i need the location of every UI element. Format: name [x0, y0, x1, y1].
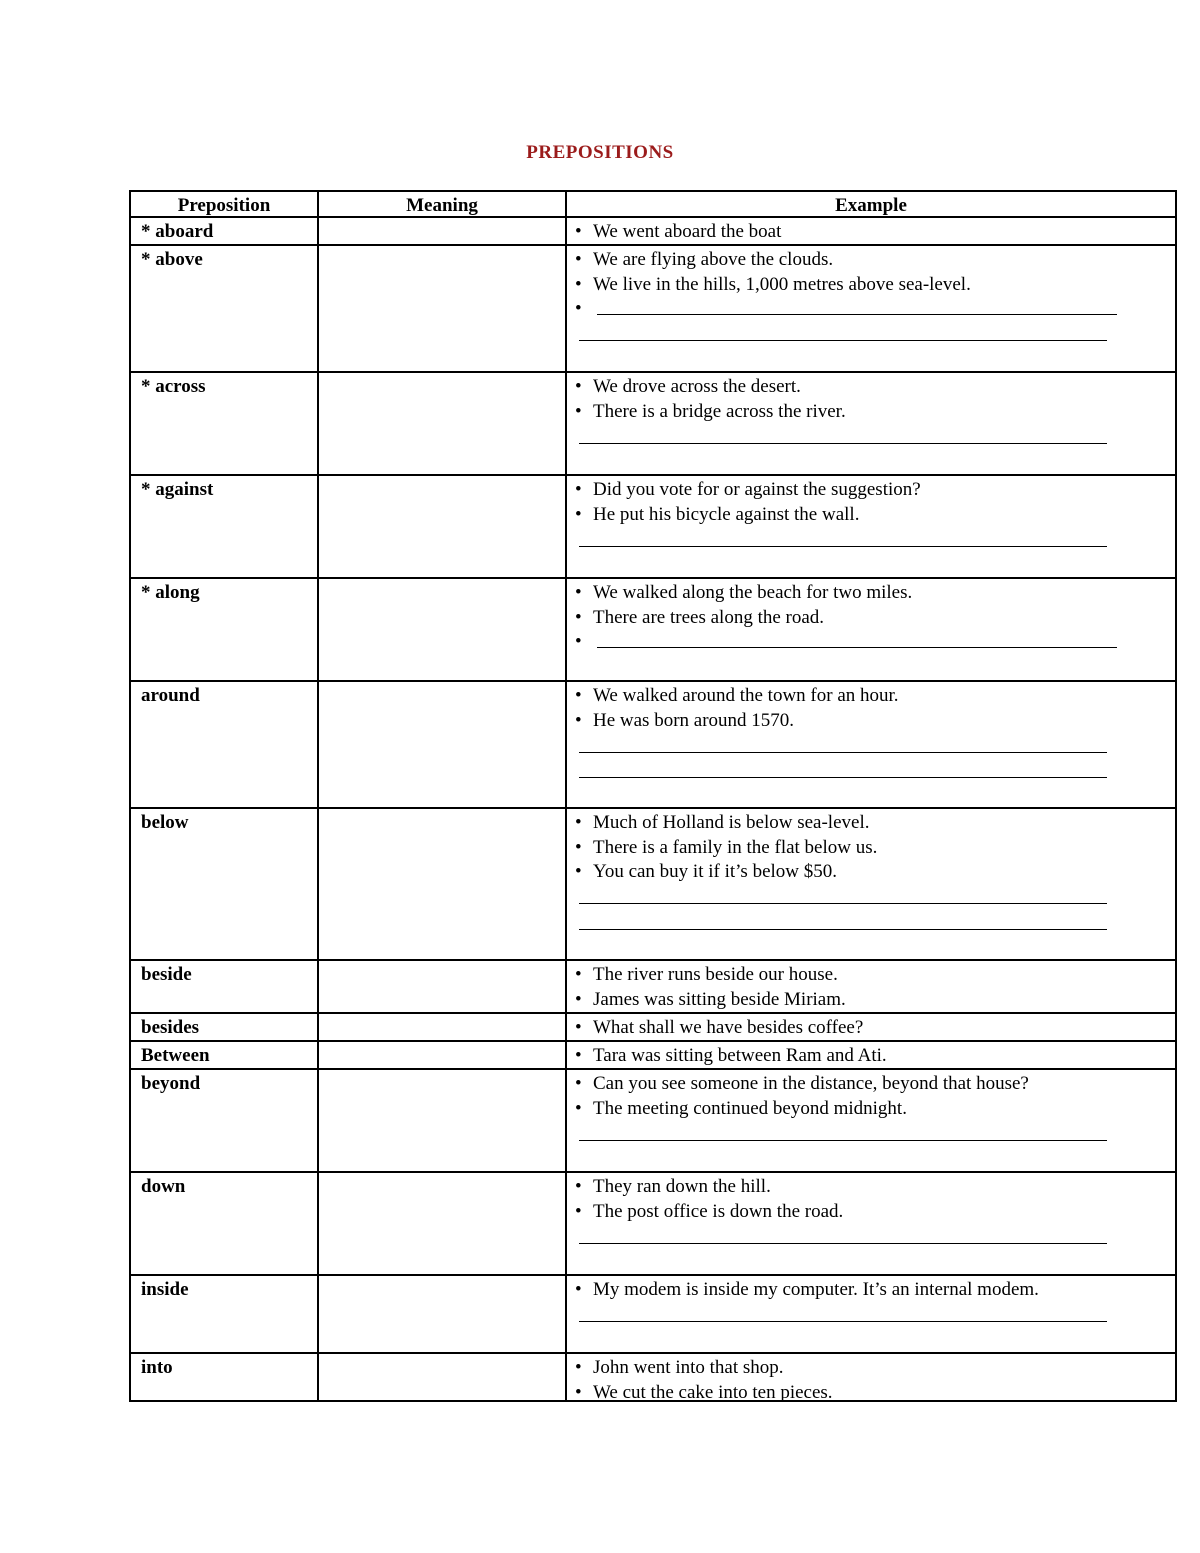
bullet-icon: •	[575, 298, 582, 319]
example-cell	[565, 373, 1177, 474]
bullet-icon: •	[575, 273, 582, 295]
bullet-icon: •	[575, 836, 582, 858]
blank-answer-line[interactable]	[575, 910, 1175, 936]
example-text: We are flying above the clouds.	[593, 249, 834, 270]
bullet-icon: •	[575, 582, 582, 603]
example-item	[575, 220, 1175, 245]
example-text: We walked around the town for an hour.	[593, 685, 899, 706]
bullet-icon: •	[575, 249, 582, 270]
example-item	[575, 606, 1175, 631]
bullet-icon: •	[575, 812, 582, 833]
table-row	[129, 216, 1177, 244]
example-text: We live in the hills, 1,000 metres above sea-level.	[593, 273, 971, 295]
meaning-cell[interactable]	[317, 1014, 565, 1040]
bullet-icon: •	[575, 376, 582, 397]
example-cell	[565, 1173, 1177, 1274]
example-item	[575, 836, 1175, 861]
example-text: My modem is inside my computer. It’s an internal modem.	[593, 1279, 1039, 1300]
blank-answer-line[interactable]	[575, 1303, 1175, 1329]
example-item	[575, 1072, 1175, 1097]
meaning-cell[interactable]	[317, 476, 565, 577]
example-text: There is a family in the flat below us.	[593, 836, 878, 858]
blank-answer-line[interactable]	[575, 424, 1175, 450]
example-item	[575, 400, 1175, 425]
table-row	[129, 474, 1177, 577]
example-item	[575, 248, 1175, 273]
example-text: We went aboard the boat	[593, 221, 782, 242]
preposition-cell: inside	[129, 1276, 317, 1352]
bullet-icon: •	[575, 1381, 582, 1403]
blank-rule	[579, 777, 1107, 778]
bullet-icon: •	[575, 400, 582, 422]
blank-rule	[579, 752, 1107, 753]
example-text: The meeting continued beyond midnight.	[593, 1097, 907, 1119]
blank-answer-line[interactable]	[575, 885, 1175, 911]
preposition-cell: below	[129, 809, 317, 959]
example-item	[575, 709, 1175, 734]
preposition-cell: beyond	[129, 1070, 317, 1171]
blank-answer-line[interactable]	[575, 322, 1175, 348]
table-row	[129, 680, 1177, 807]
example-item	[575, 1016, 1175, 1041]
example-item	[575, 1200, 1175, 1225]
meaning-cell[interactable]	[317, 961, 565, 1012]
preposition-cell: into	[129, 1354, 317, 1400]
bullet-icon: •	[575, 1200, 582, 1222]
bullet-icon: •	[575, 1279, 582, 1300]
bullet-icon: •	[575, 988, 582, 1010]
bullet-icon: •	[575, 1176, 582, 1197]
example-text: There is a bridge across the river.	[593, 400, 846, 422]
table-row	[129, 1171, 1177, 1274]
example-text: We walked along the beach for two miles.	[593, 582, 913, 603]
blank-rule	[579, 340, 1107, 341]
preposition-cell: beside	[129, 961, 317, 1012]
example-text: Much of Holland is below sea-level.	[593, 812, 870, 833]
blank-rule	[579, 1140, 1107, 1141]
example-cell	[565, 682, 1177, 807]
example-text: He was born around 1570.	[593, 709, 795, 731]
table-row	[129, 959, 1177, 1012]
example-text: We drove across the desert.	[593, 376, 801, 397]
example-text: The river runs beside our house.	[593, 964, 838, 985]
example-text: What shall we have besides coffee?	[593, 1017, 864, 1038]
example-text: The post office is down the road.	[593, 1200, 844, 1222]
preposition-cell: * across	[129, 373, 317, 474]
prepositions-table	[129, 190, 1177, 1402]
example-cell	[565, 579, 1177, 680]
preposition-cell: Between	[129, 1042, 317, 1068]
example-cell	[565, 218, 1177, 244]
blank-bullet-line[interactable]	[575, 630, 1175, 655]
header-example: Example	[565, 192, 1177, 216]
meaning-cell[interactable]	[317, 682, 565, 807]
blank-rule	[579, 546, 1107, 547]
example-cell	[565, 246, 1177, 371]
bullet-icon: •	[575, 964, 582, 985]
example-text: He put his bicycle against the wall.	[593, 503, 860, 525]
meaning-cell[interactable]	[317, 1042, 565, 1068]
meaning-cell[interactable]	[317, 1173, 565, 1274]
page-title: PREPOSITIONS	[526, 142, 674, 163]
example-cell	[565, 1014, 1177, 1040]
bullet-icon: •	[575, 685, 582, 706]
example-text: Tara was sitting between Ram and Ati.	[593, 1045, 887, 1066]
meaning-cell[interactable]	[317, 218, 565, 244]
bullet-icon: •	[575, 631, 582, 652]
meaning-cell[interactable]	[317, 579, 565, 680]
example-item	[575, 963, 1175, 988]
blank-rule	[597, 297, 1117, 315]
bullet-icon: •	[575, 606, 582, 628]
example-text: You can buy it if it’s below $50.	[593, 861, 838, 882]
preposition-cell: besides	[129, 1014, 317, 1040]
example-cell	[565, 809, 1177, 959]
example-item	[575, 1381, 1175, 1406]
example-item	[575, 684, 1175, 709]
blank-rule	[579, 443, 1107, 444]
preposition-cell: * aboard	[129, 218, 317, 244]
example-item	[575, 811, 1175, 836]
bullet-icon: •	[575, 503, 582, 525]
meaning-cell[interactable]	[317, 1070, 565, 1171]
example-item	[575, 1097, 1175, 1122]
example-item	[575, 273, 1175, 298]
bullet-icon: •	[575, 1073, 582, 1094]
example-cell	[565, 961, 1177, 1012]
bullet-icon: •	[575, 861, 582, 882]
blank-rule	[579, 903, 1107, 904]
example-item	[575, 1278, 1175, 1303]
example-cell	[565, 1354, 1177, 1403]
example-text: Can you see someone in the distance, beyond that house?	[593, 1073, 1029, 1094]
header-preposition: Preposition	[129, 192, 317, 216]
preposition-cell: * against	[129, 476, 317, 577]
example-item	[575, 1175, 1175, 1200]
blank-rule	[579, 929, 1107, 930]
table-row	[129, 1352, 1177, 1402]
example-text: John went into that shop.	[593, 1357, 784, 1378]
example-cell	[565, 476, 1177, 577]
blank-answer-line[interactable]	[575, 733, 1175, 759]
meaning-cell[interactable]	[317, 1276, 565, 1352]
example-cell	[565, 1042, 1177, 1068]
preposition-cell: * above	[129, 246, 317, 371]
table-row	[129, 244, 1177, 371]
blank-answer-line[interactable]	[575, 527, 1175, 553]
meaning-cell[interactable]	[317, 373, 565, 474]
table-row	[129, 1274, 1177, 1352]
example-cell	[565, 1070, 1177, 1171]
bullet-icon: •	[575, 1097, 582, 1119]
example-text: They ran down the hill.	[593, 1176, 771, 1197]
blank-answer-line[interactable]	[575, 759, 1175, 785]
meaning-cell[interactable]	[317, 809, 565, 959]
bullet-icon: •	[575, 709, 582, 731]
preposition-cell: * along	[129, 579, 317, 680]
table-row	[129, 1068, 1177, 1171]
example-item	[575, 503, 1175, 528]
blank-bullet-line[interactable]	[575, 297, 1175, 322]
example-item	[575, 581, 1175, 606]
example-text: We cut the cake into ten pieces.	[593, 1381, 833, 1403]
preposition-cell: down	[129, 1173, 317, 1274]
bullet-icon: •	[575, 1045, 582, 1066]
example-text: James was sitting beside Miriam.	[593, 988, 846, 1010]
example-item	[575, 1044, 1175, 1069]
table-row	[129, 1012, 1177, 1040]
meaning-cell[interactable]	[317, 246, 565, 371]
blank-answer-line[interactable]	[575, 1121, 1175, 1147]
blank-rule	[579, 1321, 1107, 1322]
example-text: Did you vote for or against the suggestion?	[593, 479, 921, 500]
table-row	[129, 371, 1177, 474]
bullet-icon: •	[575, 221, 582, 242]
blank-rule	[597, 630, 1117, 648]
blank-answer-line[interactable]	[575, 1224, 1175, 1250]
example-item	[575, 860, 1175, 885]
table-header-row	[129, 190, 1177, 216]
table-row	[129, 577, 1177, 680]
meaning-cell[interactable]	[317, 1354, 565, 1400]
example-item	[575, 375, 1175, 400]
table-row	[129, 1040, 1177, 1068]
header-meaning: Meaning	[317, 192, 565, 216]
example-item	[575, 1356, 1175, 1381]
example-item	[575, 988, 1175, 1013]
example-text: There are trees along the road.	[593, 606, 825, 628]
bullet-icon: •	[575, 1357, 582, 1378]
bullet-icon: •	[575, 1017, 582, 1038]
blank-rule	[579, 1243, 1107, 1244]
preposition-cell: around	[129, 682, 317, 807]
example-item	[575, 478, 1175, 503]
bullet-icon: •	[575, 479, 582, 500]
table-row	[129, 807, 1177, 959]
example-cell	[565, 1276, 1177, 1352]
